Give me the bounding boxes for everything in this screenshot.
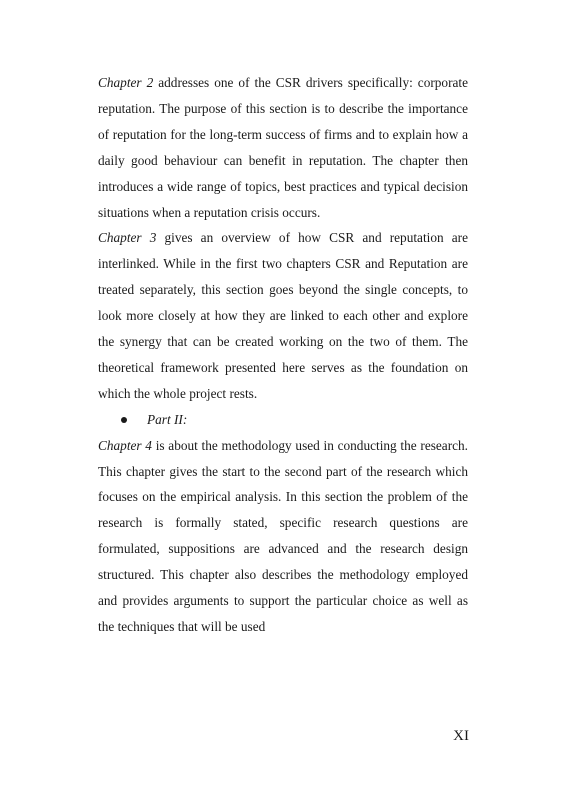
chapter-2-label: Chapter 2 xyxy=(98,75,154,90)
chapter-4-text: is about the methodology used in conducting the research. This chapter gives the start to the second part of the research which focuses on the empirical analysis. In this section the problem of the research is formally stated, specific research questions are formulated, suppositions are advanced and the research design structured. This chapter also describes the methodology employed and provides arguments to support the particular choice as well as the techniques that will be used xyxy=(98,437,468,635)
bullet-part-ii xyxy=(98,407,468,433)
paragraph-chapter-3 xyxy=(98,225,468,406)
part-ii-label: Part II: xyxy=(147,411,188,427)
chapter-3-text: gives an overview of how CSR and reputation are interlinked. While in the first two chapters CSR and Reputation are treated separately, this section goes beyond the single concepts, to look more closely at how they are linked to each other and explore the synergy that can be created working on the two of them. The theoretical framework presented here serves as the foundation on which the whole project rests. xyxy=(98,230,468,401)
bullet-icon xyxy=(121,417,127,423)
document-body xyxy=(98,70,468,640)
paragraph-chapter-2 xyxy=(98,70,468,225)
page-number: XI xyxy=(453,728,469,744)
chapter-4-label: Chapter 4 xyxy=(98,437,152,453)
chapter-3-label: Chapter 3 xyxy=(98,230,157,246)
paragraph-chapter-4 xyxy=(98,433,468,640)
chapter-2-text: addresses one of the CSR drivers specifically: corporate reputation. The purpose of this section is to describe the importance of reputation for the long-term success of firms and to explain how a daily good behaviour can benefit in reputation. The chapter then introduces a wide range of topics, best practices and typical decision situations when a reputation crisis occurs. xyxy=(98,75,468,220)
